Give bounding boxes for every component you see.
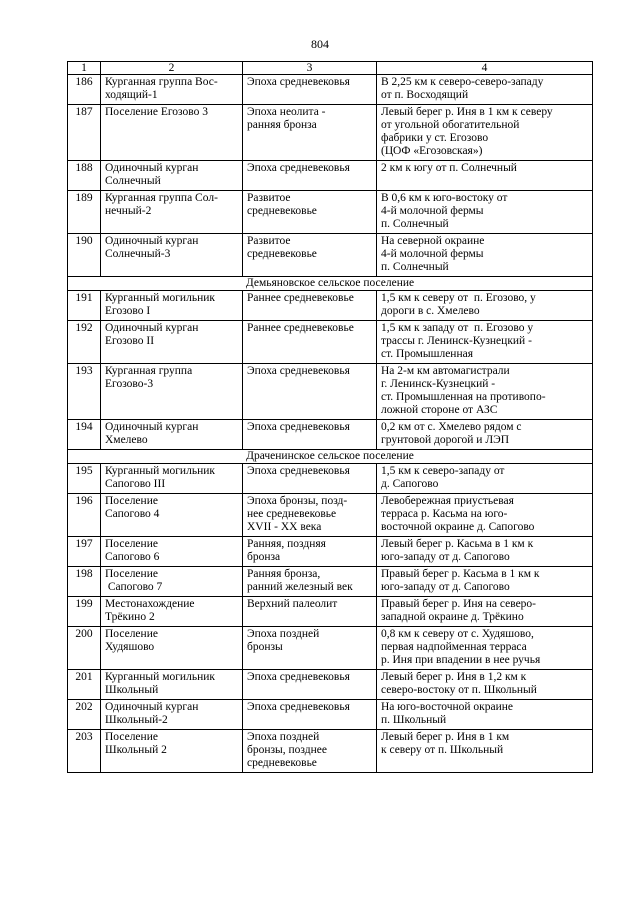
- cell-line: 1,5 км к западу от п. Егозово у: [381, 322, 534, 334]
- column-number-2: 2: [101, 62, 243, 75]
- row-number: 197: [68, 537, 101, 567]
- cell-line: к северу от п. Школьный: [381, 744, 504, 756]
- section-title: Демьяновское сельское поселение: [68, 277, 593, 291]
- page-number: 804: [311, 37, 329, 51]
- cell-line: дороги в с. Хмелево: [381, 305, 480, 317]
- monument-name-cell: [101, 191, 243, 234]
- table-row: [68, 464, 593, 494]
- location-cell: [377, 420, 593, 450]
- table-body: [68, 62, 593, 773]
- monument-name-cell: [101, 597, 243, 627]
- cell-line: Поселение: [105, 538, 158, 550]
- monument-name-cell: [101, 627, 243, 670]
- cell-line: Левый берег р. Касьма в 1 км к: [381, 538, 534, 550]
- cell-line: западной окраине д. Трёкино: [381, 611, 524, 623]
- cell-line: восточной окраине д. Сапогово: [381, 521, 535, 533]
- monument-name-cell: [101, 291, 243, 321]
- cell-line: грунтовой дорогой и ЛЭП: [381, 434, 510, 446]
- cell-line: 1,5 км к северо-западу от: [381, 465, 505, 477]
- cell-line: бронзы: [247, 641, 283, 653]
- cell-line: Поселение: [105, 495, 158, 507]
- cell-line: от угольной обогатительной: [381, 119, 520, 131]
- cell-line: ранняя бронза: [247, 119, 317, 131]
- location-cell: [377, 291, 593, 321]
- cell-line: 0,8 км к северу от с. Худяшово,: [381, 628, 534, 640]
- location-cell: [377, 321, 593, 364]
- table-row: [68, 234, 593, 277]
- cell-line: Развитое: [247, 235, 291, 247]
- cell-line: 4-й молочной фермы: [381, 248, 484, 260]
- row-number: 191: [68, 291, 101, 321]
- cell-line: Верхний палеолит: [247, 598, 338, 610]
- cell-line: Егозово II: [105, 335, 155, 347]
- table-row: [68, 670, 593, 700]
- period-cell: [243, 75, 377, 105]
- cell-line: Одиночный курган: [105, 162, 199, 174]
- monument-name-cell: [101, 234, 243, 277]
- location-cell: [377, 234, 593, 277]
- cell-line: п. Солнечный: [381, 261, 449, 273]
- cell-line: Курганная группа Вос-: [105, 76, 218, 88]
- table-row: [68, 291, 593, 321]
- monument-name-cell: [101, 321, 243, 364]
- table-row: [68, 730, 593, 773]
- table-row: [68, 627, 593, 670]
- cell-line: Солнечный: [105, 175, 161, 187]
- monuments-table: [67, 61, 593, 773]
- location-cell: [377, 161, 593, 191]
- period-cell: [243, 364, 377, 420]
- row-number: 190: [68, 234, 101, 277]
- cell-line: Левый берег р. Иня в 1,2 км к: [381, 671, 527, 683]
- column-number-3: 3: [243, 62, 377, 75]
- cell-line: средневековье: [247, 248, 317, 260]
- cell-line: ст. Промышленная на противопо-: [381, 391, 546, 403]
- row-number: 186: [68, 75, 101, 105]
- cell-line: Поселение: [105, 731, 158, 743]
- cell-line: XVII - XX века: [247, 521, 322, 533]
- cell-line: ложной стороне от АЗС: [381, 404, 498, 416]
- location-cell: [377, 191, 593, 234]
- period-cell: [243, 191, 377, 234]
- cell-line: нечный-2: [105, 205, 152, 217]
- cell-line: На 2-м км автомагистрали: [381, 365, 510, 377]
- location-cell: [377, 567, 593, 597]
- monument-name-cell: [101, 161, 243, 191]
- cell-line: Курганная группа Сол-: [105, 192, 218, 204]
- period-cell: [243, 494, 377, 537]
- cell-line: Эпоха поздней: [247, 731, 320, 743]
- row-number: 201: [68, 670, 101, 700]
- table-row: [68, 420, 593, 450]
- cell-line: Школьный-2: [105, 714, 168, 726]
- monument-name-cell: [101, 700, 243, 730]
- monument-name-cell: [101, 537, 243, 567]
- location-cell: [377, 730, 593, 773]
- cell-line: Правый берег р. Иня на северо-: [381, 598, 536, 610]
- table-row: [68, 700, 593, 730]
- cell-line: г. Ленинск-Кузнецкий -: [381, 378, 496, 390]
- row-number: 195: [68, 464, 101, 494]
- cell-line: Школьный: [105, 684, 159, 696]
- column-number-4: 4: [377, 62, 593, 75]
- cell-line: Эпоха средневековья: [247, 76, 350, 88]
- column-number-1: 1: [68, 62, 101, 75]
- cell-line: Ранняя, поздняя: [247, 538, 326, 550]
- cell-line: Одиночный курган: [105, 421, 199, 433]
- location-cell: [377, 670, 593, 700]
- cell-line: Курганный могильник: [105, 465, 215, 477]
- cell-line: Хмелево: [105, 434, 148, 446]
- cell-line: Сапогово 7: [105, 581, 163, 593]
- row-number: 196: [68, 494, 101, 537]
- section-header-row: [68, 277, 593, 291]
- row-number: 202: [68, 700, 101, 730]
- row-number: 200: [68, 627, 101, 670]
- cell-line: Эпоха средневековья: [247, 465, 350, 477]
- location-cell: [377, 700, 593, 730]
- cell-line: 2 км к югу от п. Солнечный: [381, 162, 517, 174]
- monument-name-cell: [101, 364, 243, 420]
- cell-line: Эпоха средневековья: [247, 701, 350, 713]
- cell-line: нее средневековье: [247, 508, 337, 520]
- cell-line: ранний железный век: [247, 581, 353, 593]
- monument-name-cell: [101, 464, 243, 494]
- cell-line: терраса р. Касьма на юго-: [381, 508, 508, 520]
- monument-name-cell: [101, 420, 243, 450]
- cell-line: северо-востоку от п. Школьный: [381, 684, 537, 696]
- location-cell: [377, 105, 593, 161]
- period-cell: [243, 627, 377, 670]
- cell-line: п. Школьный: [381, 714, 447, 726]
- cell-line: Сапогово 6: [105, 551, 160, 563]
- cell-line: Сапогово III: [105, 478, 166, 490]
- table-row: [68, 567, 593, 597]
- cell-line: Сапогово 4: [105, 508, 160, 520]
- row-number: 193: [68, 364, 101, 420]
- table-row: [68, 597, 593, 627]
- location-cell: [377, 75, 593, 105]
- row-number: 187: [68, 105, 101, 161]
- cell-line: бронзы, позднее: [247, 744, 327, 756]
- period-cell: [243, 730, 377, 773]
- cell-line: Эпоха средневековья: [247, 671, 350, 683]
- row-number: 189: [68, 191, 101, 234]
- cell-line: На северной окраине: [381, 235, 485, 247]
- cell-line: Одиночный курган: [105, 701, 199, 713]
- cell-line: В 2,25 км к северо-северо-западу: [381, 76, 544, 88]
- cell-line: Эпоха средневековья: [247, 421, 350, 433]
- cell-line: фабрики у ст. Егозово: [381, 132, 489, 144]
- monument-name-cell: [101, 494, 243, 537]
- cell-line: Школьный 2: [105, 744, 167, 756]
- cell-line: На юго-восточной окраине: [381, 701, 514, 713]
- table-row: [68, 75, 593, 105]
- cell-line: Курганная группа: [105, 365, 193, 377]
- table-row: [68, 364, 593, 420]
- cell-line: Местонахождение: [105, 598, 195, 610]
- row-number: 198: [68, 567, 101, 597]
- period-cell: [243, 597, 377, 627]
- table-row: [68, 537, 593, 567]
- cell-line: Левый берег р. Иня в 1 км: [381, 731, 510, 743]
- period-cell: [243, 161, 377, 191]
- cell-line: Солнечный-3: [105, 248, 171, 260]
- location-cell: [377, 537, 593, 567]
- row-number: 192: [68, 321, 101, 364]
- period-cell: [243, 700, 377, 730]
- cell-line: первая надпойменная терраса: [381, 641, 527, 653]
- column-number-row: [68, 62, 593, 75]
- cell-line: Левобережная приустьевая: [381, 495, 514, 507]
- cell-line: Раннее средневековье: [247, 292, 354, 304]
- period-cell: [243, 567, 377, 597]
- table-row: [68, 191, 593, 234]
- cell-line: Эпоха средневековья: [247, 365, 350, 377]
- monument-name-cell: [101, 670, 243, 700]
- cell-line: Левый берег р. Иня в 1 км к северу: [381, 106, 553, 118]
- cell-line: от п. Восходящий: [381, 89, 469, 101]
- cell-line: трассы г. Ленинск-Кузнецкий -: [381, 335, 532, 347]
- period-cell: [243, 234, 377, 277]
- row-number: 194: [68, 420, 101, 450]
- cell-line: юго-западу от д. Сапогово: [381, 581, 510, 593]
- cell-line: Эпоха средневековья: [247, 162, 350, 174]
- table-row: [68, 494, 593, 537]
- cell-line: Развитое: [247, 192, 291, 204]
- cell-line: средневековье: [247, 205, 317, 217]
- cell-line: д. Сапогово: [381, 478, 439, 490]
- cell-line: Егозово I: [105, 305, 151, 317]
- cell-line: Одиночный курган: [105, 322, 199, 334]
- cell-line: (ЦОФ «Егозовская»): [381, 145, 483, 157]
- row-number: 203: [68, 730, 101, 773]
- cell-line: В 0,6 км к юго-востоку от: [381, 192, 508, 204]
- cell-line: Курганный могильник: [105, 671, 215, 683]
- monument-name-cell: [101, 730, 243, 773]
- cell-line: Курганный могильник: [105, 292, 215, 304]
- period-cell: [243, 291, 377, 321]
- table-row: [68, 321, 593, 364]
- cell-line: п. Солнечный: [381, 218, 449, 230]
- section-header-row: [68, 450, 593, 464]
- period-cell: [243, 537, 377, 567]
- monument-name-cell: [101, 567, 243, 597]
- cell-line: Ранняя бронза,: [247, 568, 321, 580]
- cell-line: 0,2 км от с. Хмелево рядом с: [381, 421, 522, 433]
- section-title: Драченинское сельское поселение: [68, 450, 593, 464]
- row-number: 188: [68, 161, 101, 191]
- location-cell: [377, 494, 593, 537]
- cell-line: Раннее средневековье: [247, 322, 354, 334]
- period-cell: [243, 464, 377, 494]
- cell-line: средневековье: [247, 757, 317, 769]
- location-cell: [377, 627, 593, 670]
- cell-line: Поселение: [105, 568, 158, 580]
- location-cell: [377, 364, 593, 420]
- period-cell: [243, 321, 377, 364]
- cell-line: бронза: [247, 551, 281, 563]
- cell-line: ст. Промышленная: [381, 348, 474, 360]
- table-row: [68, 161, 593, 191]
- cell-line: Эпоха бронзы, позд-: [247, 495, 348, 507]
- period-cell: [243, 670, 377, 700]
- cell-line: 4-й молочной фермы: [381, 205, 484, 217]
- cell-line: Эпоха поздней: [247, 628, 320, 640]
- cell-line: Егозово-3: [105, 378, 154, 390]
- location-cell: [377, 464, 593, 494]
- table-row: [68, 105, 593, 161]
- location-cell: [377, 597, 593, 627]
- period-cell: [243, 420, 377, 450]
- cell-line: юго-западу от д. Сапогово: [381, 551, 510, 563]
- monument-name-cell: [101, 105, 243, 161]
- period-cell: [243, 105, 377, 161]
- monument-name-cell: [101, 75, 243, 105]
- cell-line: Поселение Егозово 3: [105, 106, 208, 118]
- row-number: 199: [68, 597, 101, 627]
- cell-line: Поселение: [105, 628, 158, 640]
- cell-line: Одиночный курган: [105, 235, 199, 247]
- cell-line: р. Иня при впадении в нее ручья: [381, 654, 541, 666]
- cell-line: ходящий-1: [105, 89, 158, 101]
- cell-line: Худяшово: [105, 641, 155, 653]
- cell-line: 1,5 км к северу от п. Егозово, у: [381, 292, 536, 304]
- cell-line: Правый берег р. Касьма в 1 км к: [381, 568, 540, 580]
- cell-line: Эпоха неолита -: [247, 106, 326, 118]
- cell-line: Трёкино 2: [105, 611, 155, 623]
